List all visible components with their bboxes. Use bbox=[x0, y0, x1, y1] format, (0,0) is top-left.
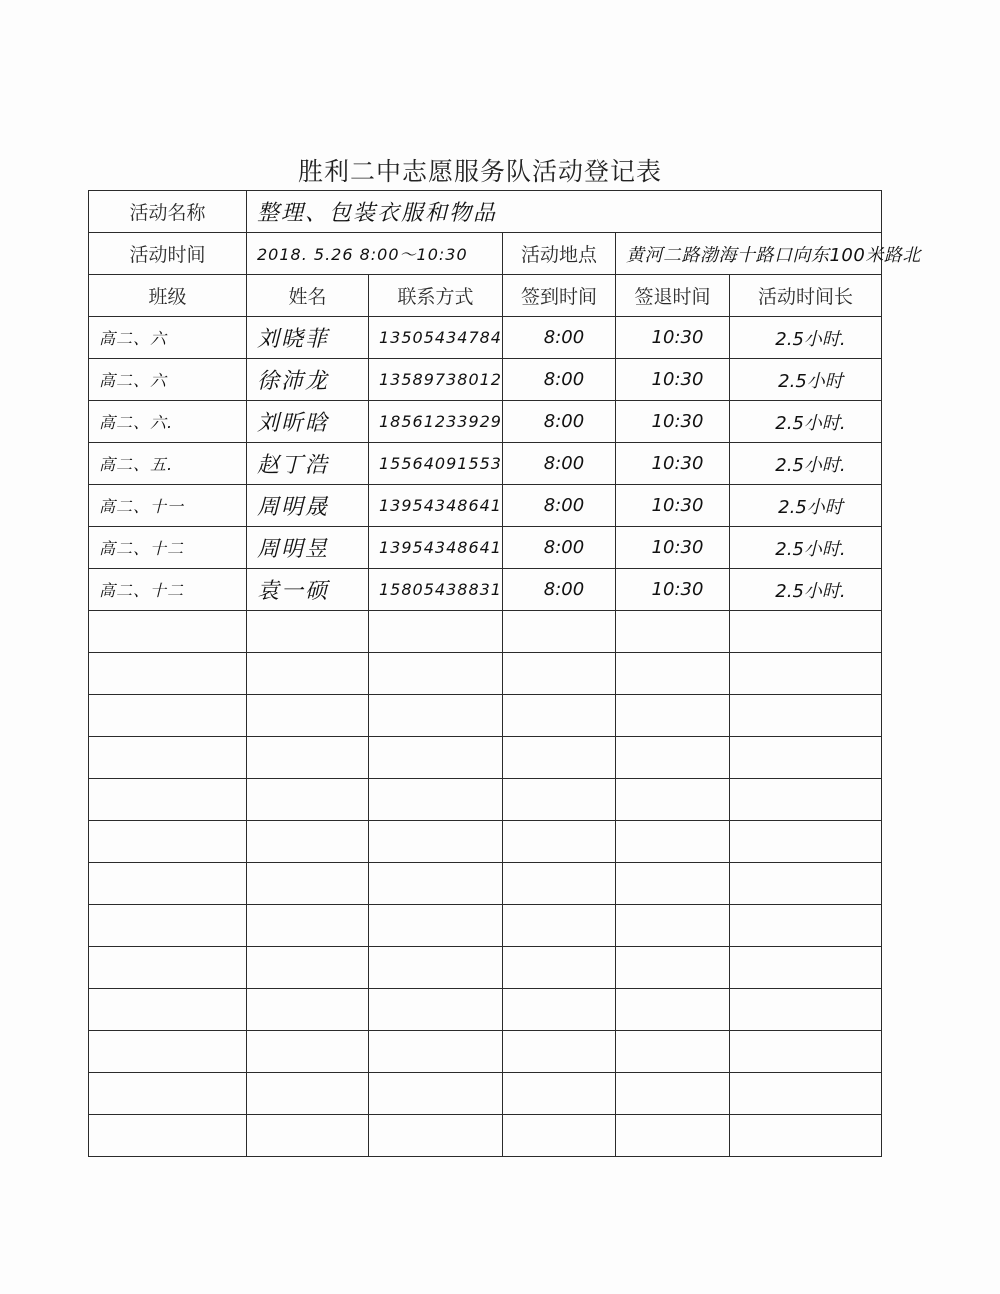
empty-cell bbox=[615, 695, 729, 737]
class-cell: 高二、十二 bbox=[89, 527, 247, 569]
empty-cell bbox=[89, 1031, 247, 1073]
empty-cell bbox=[89, 863, 247, 905]
sign-in-cell: 8:00 bbox=[502, 443, 615, 485]
empty-cell bbox=[369, 947, 503, 989]
empty-cell bbox=[89, 1115, 247, 1157]
empty-cell bbox=[369, 1073, 503, 1115]
empty-cell bbox=[369, 1031, 503, 1073]
empty-cell bbox=[89, 1073, 247, 1115]
sign-out-cell: 10:30 bbox=[615, 443, 729, 485]
class-cell: 高二、五. bbox=[89, 443, 247, 485]
sign-out-cell: 10:30 bbox=[615, 359, 729, 401]
form-title: 胜利二中志愿服务队活动登记表 bbox=[297, 157, 662, 186]
phone-cell: 18561233929 bbox=[369, 401, 503, 443]
empty-cell bbox=[615, 611, 729, 653]
empty-cell bbox=[369, 1115, 503, 1157]
phone-cell: 15805438831 bbox=[369, 569, 503, 611]
empty-cell bbox=[502, 737, 615, 779]
name-cell: 徐沛龙 bbox=[247, 359, 369, 401]
empty-cell bbox=[369, 779, 503, 821]
empty-cell bbox=[89, 821, 247, 863]
empty-cell bbox=[729, 611, 881, 653]
name-cell: 赵丁浩 bbox=[247, 443, 369, 485]
sign-in-cell: 8:00 bbox=[502, 359, 615, 401]
table-row bbox=[89, 401, 882, 443]
sign-in-cell: 8:00 bbox=[502, 485, 615, 527]
empty-cell bbox=[729, 905, 881, 947]
empty-table-row bbox=[89, 947, 882, 989]
empty-table-row bbox=[89, 611, 882, 653]
empty-cell bbox=[502, 779, 615, 821]
empty-table-row bbox=[89, 695, 882, 737]
table-row bbox=[89, 359, 882, 401]
empty-cell bbox=[502, 947, 615, 989]
empty-cell bbox=[369, 905, 503, 947]
duration-cell: 2.5小时. bbox=[729, 443, 881, 485]
empty-cell bbox=[247, 989, 369, 1031]
empty-table-row bbox=[89, 821, 882, 863]
empty-cell bbox=[247, 1115, 369, 1157]
empty-cell bbox=[89, 779, 247, 821]
empty-cell bbox=[369, 737, 503, 779]
activity-place-value: 黄河二路渤海十路口向东100米路北 bbox=[625, 244, 921, 266]
column-header-contact: 联系方式 bbox=[369, 275, 503, 317]
name-cell: 刘晓菲 bbox=[247, 317, 369, 359]
empty-cell bbox=[615, 821, 729, 863]
empty-cell bbox=[369, 653, 503, 695]
name-cell: 周明晟 bbox=[247, 485, 369, 527]
sign-out-cell: 10:30 bbox=[615, 401, 729, 443]
name-cell: 刘昕晗 bbox=[247, 401, 369, 443]
empty-table-row bbox=[89, 905, 882, 947]
duration-cell: 2.5小时 bbox=[729, 485, 881, 527]
empty-cell bbox=[729, 947, 881, 989]
table-row bbox=[89, 443, 882, 485]
class-cell: 高二、十二 bbox=[89, 569, 247, 611]
empty-cell bbox=[502, 1073, 615, 1115]
empty-cell bbox=[89, 947, 247, 989]
empty-cell bbox=[502, 1031, 615, 1073]
empty-cell bbox=[247, 1031, 369, 1073]
duration-cell: 2.5小时. bbox=[729, 527, 881, 569]
empty-cell bbox=[502, 611, 615, 653]
empty-table-row bbox=[89, 1031, 882, 1073]
empty-cell bbox=[729, 1115, 881, 1157]
empty-cell bbox=[729, 821, 881, 863]
empty-cell bbox=[369, 611, 503, 653]
registration-table bbox=[88, 190, 921, 1157]
activity-place-cell bbox=[615, 233, 921, 275]
sign-in-cell: 8:00 bbox=[502, 569, 615, 611]
empty-cell bbox=[502, 653, 615, 695]
column-header-row bbox=[89, 275, 882, 317]
empty-cell bbox=[247, 695, 369, 737]
activity-name-label: 活动名称 bbox=[89, 191, 247, 233]
name-cell: 袁一硕 bbox=[247, 569, 369, 611]
activity-place-label: 活动地点 bbox=[502, 233, 615, 275]
phone-cell: 15564091553 bbox=[369, 443, 503, 485]
activity-time-label: 活动时间 bbox=[89, 233, 247, 275]
empty-cell bbox=[615, 989, 729, 1031]
empty-cell bbox=[615, 1031, 729, 1073]
activity-time-value: 2018. 5.26 8:00～10:30 bbox=[247, 233, 503, 275]
sign-in-cell: 8:00 bbox=[502, 401, 615, 443]
class-cell: 高二、十一 bbox=[89, 485, 247, 527]
empty-cell bbox=[729, 737, 881, 779]
empty-cell bbox=[247, 863, 369, 905]
empty-cell bbox=[502, 905, 615, 947]
empty-cell bbox=[369, 821, 503, 863]
sign-in-cell: 8:00 bbox=[502, 527, 615, 569]
activity-place-wrap bbox=[616, 233, 921, 274]
empty-cell bbox=[89, 653, 247, 695]
empty-cell bbox=[247, 947, 369, 989]
empty-cell bbox=[247, 779, 369, 821]
sign-in-cell: 8:00 bbox=[502, 317, 615, 359]
column-header-class: 班级 bbox=[89, 275, 247, 317]
empty-cell bbox=[369, 863, 503, 905]
table-row bbox=[89, 569, 882, 611]
empty-cell bbox=[89, 611, 247, 653]
sign-out-cell: 10:30 bbox=[615, 485, 729, 527]
empty-cell bbox=[89, 905, 247, 947]
empty-cell bbox=[247, 737, 369, 779]
table-body bbox=[89, 191, 921, 1157]
empty-table-row bbox=[89, 989, 882, 1031]
duration-cell: 2.5小时. bbox=[729, 401, 881, 443]
empty-cell bbox=[729, 695, 881, 737]
empty-cell bbox=[247, 1073, 369, 1115]
empty-cell bbox=[502, 695, 615, 737]
empty-table-row bbox=[89, 1073, 882, 1115]
activity-time-row bbox=[89, 233, 882, 275]
empty-cell bbox=[247, 653, 369, 695]
empty-cell bbox=[89, 737, 247, 779]
empty-cell bbox=[615, 737, 729, 779]
column-header-sign-in: 签到时间 bbox=[502, 275, 615, 317]
column-header-sign-out: 签退时间 bbox=[615, 275, 729, 317]
empty-cell bbox=[502, 863, 615, 905]
empty-cell bbox=[729, 863, 881, 905]
empty-table-row bbox=[89, 1115, 882, 1157]
sign-out-cell: 10:30 bbox=[615, 527, 729, 569]
table-row bbox=[89, 317, 882, 359]
empty-cell bbox=[615, 779, 729, 821]
empty-cell bbox=[729, 989, 881, 1031]
empty-cell bbox=[89, 695, 247, 737]
phone-cell: 13954348641 bbox=[369, 527, 503, 569]
empty-cell bbox=[247, 905, 369, 947]
empty-cell bbox=[615, 1073, 729, 1115]
empty-cell bbox=[729, 1031, 881, 1073]
duration-cell: 2.5小时. bbox=[729, 317, 881, 359]
empty-cell bbox=[615, 905, 729, 947]
empty-cell bbox=[729, 1073, 881, 1115]
empty-cell bbox=[502, 1115, 615, 1157]
empty-table-row bbox=[89, 863, 882, 905]
empty-cell bbox=[369, 695, 503, 737]
class-cell: 高二、六. bbox=[89, 401, 247, 443]
duration-cell: 2.5小时 bbox=[729, 359, 881, 401]
phone-cell: 13505434784 bbox=[369, 317, 503, 359]
empty-cell bbox=[615, 653, 729, 695]
column-header-name: 姓名 bbox=[247, 275, 369, 317]
empty-cell bbox=[369, 989, 503, 1031]
class-cell: 高二、六 bbox=[89, 359, 247, 401]
activity-name-value: 整理、包装衣服和物品 bbox=[247, 191, 882, 233]
phone-cell: 13589738012 bbox=[369, 359, 503, 401]
empty-cell bbox=[502, 989, 615, 1031]
empty-cell bbox=[615, 863, 729, 905]
empty-cell bbox=[502, 821, 615, 863]
duration-cell: 2.5小时. bbox=[729, 569, 881, 611]
empty-cell bbox=[247, 611, 369, 653]
empty-cell bbox=[247, 821, 369, 863]
table-row bbox=[89, 527, 882, 569]
empty-table-row bbox=[89, 737, 882, 779]
empty-cell bbox=[89, 989, 247, 1031]
class-cell: 高二、六 bbox=[89, 317, 247, 359]
empty-cell bbox=[729, 779, 881, 821]
empty-cell bbox=[615, 1115, 729, 1157]
empty-table-row bbox=[89, 653, 882, 695]
empty-cell bbox=[729, 653, 881, 695]
name-cell: 周明昱 bbox=[247, 527, 369, 569]
column-header-duration: 活动时间长 bbox=[729, 275, 881, 317]
activity-name-row bbox=[89, 191, 882, 233]
sign-out-cell: 10:30 bbox=[615, 317, 729, 359]
phone-cell: 13954348641 bbox=[369, 485, 503, 527]
sign-out-cell: 10:30 bbox=[615, 569, 729, 611]
empty-table-row bbox=[89, 779, 882, 821]
table-row bbox=[89, 485, 882, 527]
empty-cell bbox=[615, 947, 729, 989]
